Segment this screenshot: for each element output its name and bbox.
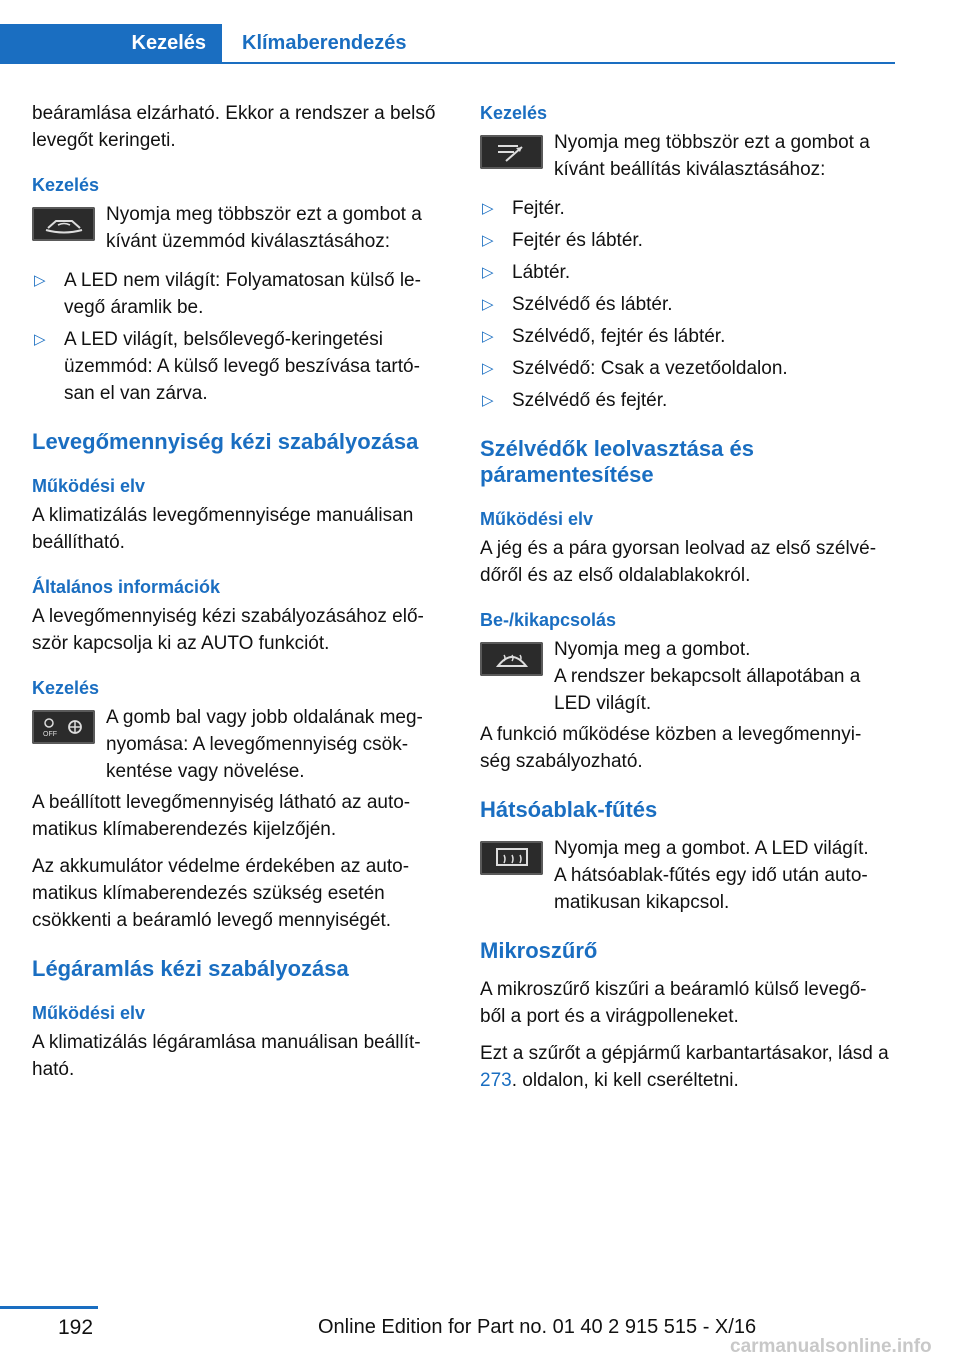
paragraph-mukodesi: A klimatizálás levegőmennyisége manuálisan beállítható. [32,505,414,553]
bullet-icon: ▷ [482,296,494,313]
page-link-273[interactable]: 273 [480,1070,512,1091]
left-column [32,100,442,1093]
right-column [480,100,890,1104]
bullet-icon: ▷ [34,272,46,289]
list-item: ▷ A LED világít, belsőlevegő-keringetési üzemmód: A külső levegő beszívása tartó‐san el van zárva. [32,326,442,407]
rear-defrost-text: Nyomja meg a gombot. A LED világít. [554,838,869,859]
paragraph-akkumulator: Az akkumulátor védelme érdekében az auto‐matikus klímaberendezés szükség esetén csökkenti a beáramló levegő mennyiségét. [32,856,410,931]
airflow-button-icon [480,135,543,169]
paragraph-mikro1: A mikroszűrő kiszűri a beáramló külső levegő‐ből a port és a virágpolleneket. [480,979,867,1027]
paragraph-mikro2: Ezt a szűrőt a gépjármű karbantartásakor, lásd a 273. oldalon, ki kell cseréltetni. [480,1043,889,1091]
off-label: OFF [42,731,57,738]
paragraph-mukodesi-2: A klimatizálás légáramlása manuálisan beállít‐ható. [32,1032,421,1080]
list-item: ▷ Fejtér és lábtér. [480,227,890,254]
list-item: ▷ Fejtér. [480,195,890,222]
paragraph-beallitott: A beállított levegőmennyiség látható az auto‐matikus klímaberendezés kijelzőjén. [32,792,411,840]
heading-szelvedok: Szélvédők leolvasztása és páramentesítése [480,436,754,487]
fan-button-row [32,704,442,785]
recirculation-list [32,267,442,407]
heading-bekikapcsolas: Be-/kikapcsolás [480,610,617,630]
list-item: ▷ Szélvédő és lábtér. [480,291,890,318]
watermark: carmanualsonline.info [730,1336,932,1357]
heading-kezeles: Kezelés [32,175,100,195]
heading-kezeles: Kezelés [32,678,100,698]
bullet-icon: ▷ [482,264,494,281]
airflow-button-text: Nyomja meg többször ezt a gombot a kívánt beállítás kiválasztásához: [554,132,870,180]
tab-klimaberendezes[interactable]: Klímaberendezés [242,32,407,54]
paragraph-altalanos: A levegőmennyiség kézi szabályozásához elő‐ször kapcsolja ki az AUTO funkciót. [32,606,424,654]
bullet-icon: ▷ [482,200,494,217]
tab-kezeles[interactable]: Kezelés [0,24,222,62]
recirculation-button-row [32,201,442,263]
defrost-button-text: Nyomja meg a gombot. [554,639,751,660]
paragraph-funkcio: A funkció működése közben a levegőmennyi‐ség szabályozható. [480,724,862,772]
footer-edition: Online Edition for Part no. 01 40 2 915 515 - X/16 [318,1316,757,1338]
fan-button-text: A gomb bal vagy jobb oldalának meg‐nyomása: A levegőmennyiség csök‐kentése vagy növelése. [106,707,423,782]
heading-mukodesi-elv: Működési elv [32,1003,146,1023]
defrost-led-text: A rendszer bekapcsolt állapotában a LED világít. [554,666,861,714]
heading-mikroszuro: Mikroszűrő [480,938,598,963]
recirculation-button-text: Nyomja meg többször ezt a gombot a kívánt üzemmód kiválasztásához: [106,204,422,252]
heading-hatsoablak: Hátsóablak-fűtés [480,797,658,822]
bullet-icon: ▷ [34,331,46,348]
defrost-button-row [480,636,890,717]
list-item: ▷ A LED nem világít: Folyamatosan külső le‐vegő áramlik be. [32,267,442,321]
paragraph-intro: beáramlása elzárható. Ekkor a rendszer a belső levegőt keringeti. [32,103,436,151]
heading-mukodesi-elv: Működési elv [480,509,594,529]
bullet-icon: ▷ [482,392,494,409]
rear-window-heating-icon [480,841,543,875]
rear-defrost-text-2: A hátsóablak-fűtés egy idő után auto‐matikusan kikapcsol. [554,865,868,913]
heading-legaramlas: Légáramlás kézi szabályozása [32,956,349,981]
airflow-list [480,195,890,414]
bullet-icon: ▷ [482,232,494,249]
heading-altalanos: Általános információk [32,577,221,597]
bullet-icon: ▷ [482,360,494,377]
defrost-button-icon [480,642,543,676]
footer-line [0,1306,98,1309]
page-number: 192 [58,1316,94,1339]
list-item: ▷ Lábtér. [480,259,890,286]
airflow-button-row [480,129,890,191]
paragraph-mukodesi: A jég és a pára gyorsan leolvad az első szélvé‐dőről és az első oldalablakokról. [480,538,877,586]
list-item: ▷ Szélvédő és fejtér. [480,387,890,414]
list-item: ▷ Szélvédő, fejtér és lábtér. [480,323,890,350]
fan-button-icon [32,710,95,744]
heading-kezeles: Kezelés [480,103,548,123]
heading-mukodesi-elv: Működési elv [32,476,146,496]
list-item: ▷ Szélvédő: Csak a vezetőoldalon. [480,355,890,382]
bullet-icon: ▷ [482,328,494,345]
recirculation-button-icon [32,207,95,241]
rear-defrost-button-row [480,835,890,916]
heading-levegomennyiseg: Levegőmennyiség kézi szabályozása [32,429,419,454]
